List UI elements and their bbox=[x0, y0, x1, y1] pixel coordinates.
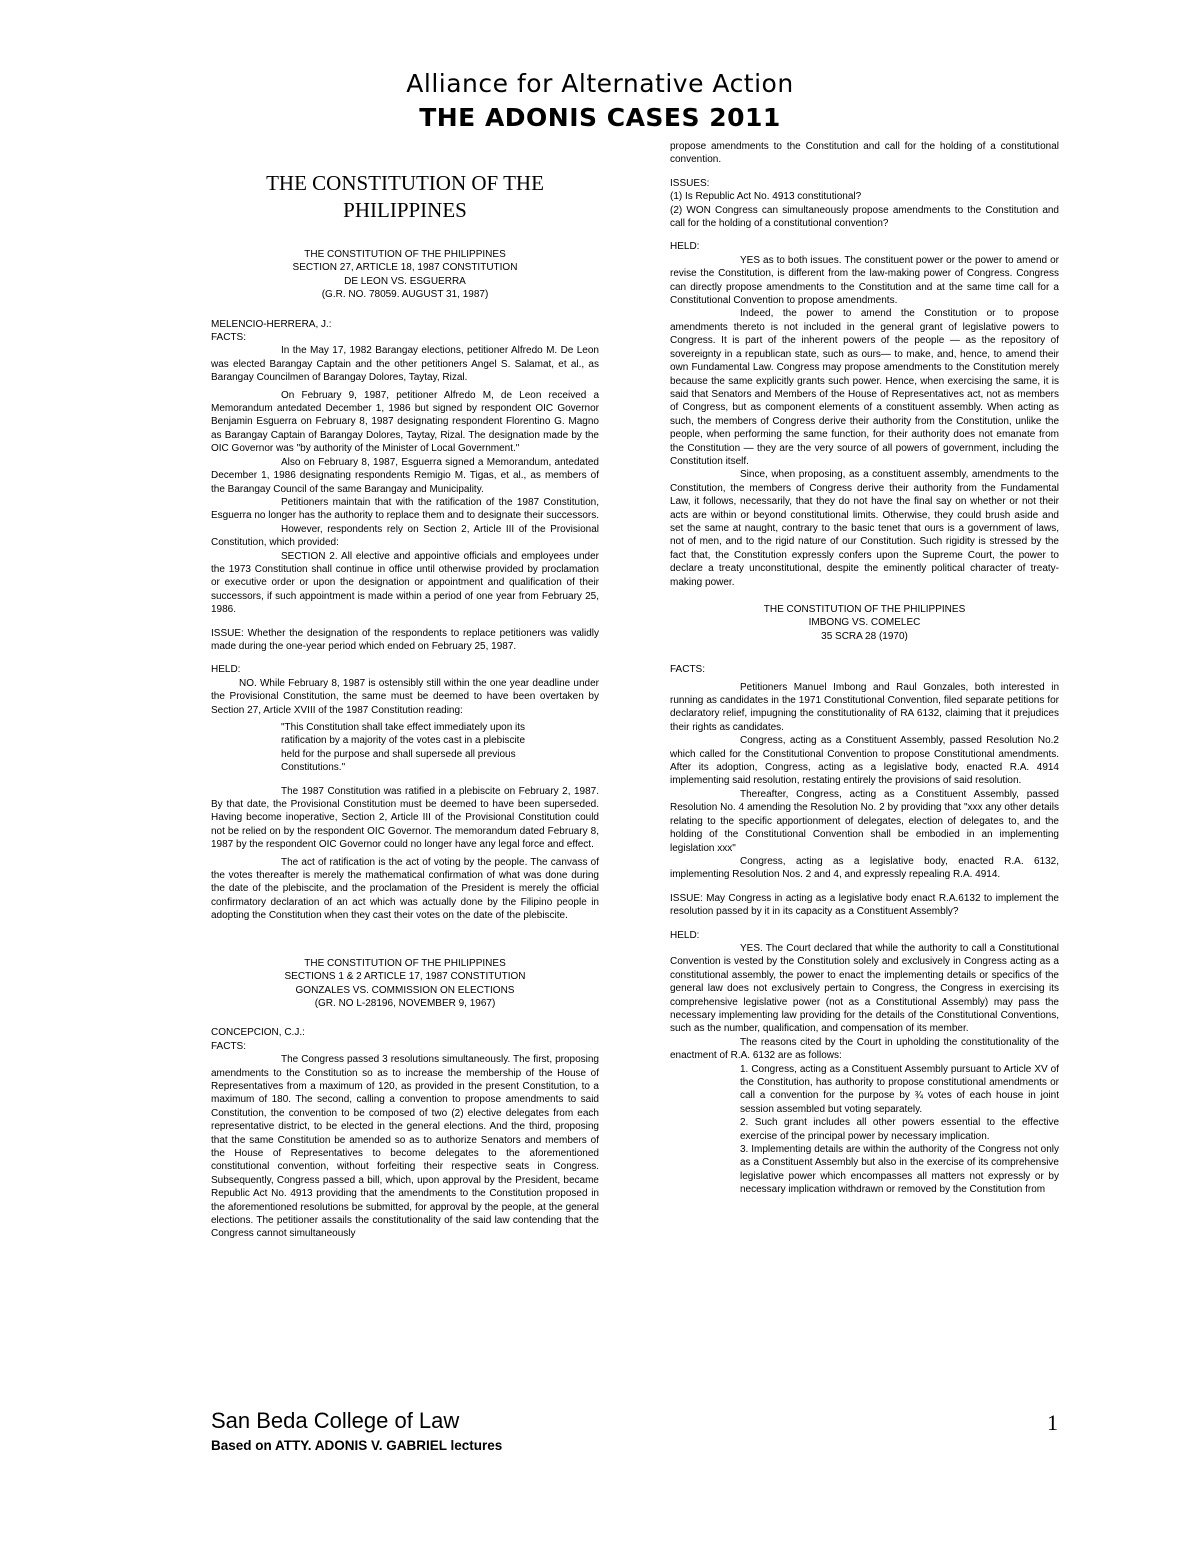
reason-item: 3. Implementing details are within the authority of the Congress not only as a Constituent Assembly but also in the exercise of its comprehensive legislative power which encompasses all matters not expressly or by necessary implication withdrawn or removed by the Constitution from bbox=[740, 1144, 1059, 1196]
held-paragraph: The 1987 Constitution was ratified in a plebiscite on February 2, 1987. By that date, the Provisional Constitution must be deemed to have been superseded. Having become inoperative, Section 2, Article III of the Provisional Constitution could not be relied on by the respondent OIC Governor. The memorandum dated February 8, 1987 by the respondent OIC Governor could no longer have any legal force and effect. bbox=[211, 785, 599, 851]
facts-label: FACTS: bbox=[211, 1040, 247, 1052]
facts-paragraph: However, respondents rely on Section 2, Article III of the Provisional Constitution, which provided: bbox=[211, 523, 599, 549]
case-heading-line: DE LEON VS. ESGUERRA bbox=[344, 275, 466, 287]
held-label: HELD: bbox=[211, 664, 241, 676]
case-heading-line: SECTION 27, ARTICLE 18, 1987 CONSTITUTION bbox=[292, 262, 518, 274]
held-paragraph: NO. While February 8, 1987 is ostensibly still within the one year deadline under the Provisional Constitution, the same must be deemed to have been overtaken by Section 27, Article XVIII of the 1987 Constitution reading: bbox=[211, 677, 599, 716]
case-heading-line: (GR. NO L-28196, NOVEMBER 9, 1967) bbox=[314, 997, 496, 1009]
facts-paragraph: In the May 17, 1982 Barangay elections, petitioner Alfredo M. De Leon was elected Barangay Captain and the other petitioners Angel S. Salamat, et al., as Barangay Councilmen of Barangay Dolores, Taytay, Rizal. bbox=[211, 345, 599, 384]
case-heading-line: 35 SCRA 28 (1970) bbox=[821, 630, 908, 642]
case-heading-line: IMBONG VS. COMELEC bbox=[808, 617, 921, 629]
section-title: THE CONSTITUTION OF THE PHILIPPINES bbox=[266, 171, 544, 222]
facts-paragraph: SECTION 2. All elective and appointive officials and employees under the 1973 Constitution shall continue in office until otherwise provided by proclamation or executive order or upon the designation or appointment and qualification of their successors, if such appointment is made within a period of one year from February 25, 1986. bbox=[211, 550, 599, 616]
page-number: 1 bbox=[1047, 1410, 1058, 1435]
case-heading-imbong bbox=[670, 603, 1059, 643]
issue-item: (2) WON Congress can simultaneously propose amendments to the Constitution and call for the holding of a constitutional convention? bbox=[670, 204, 1059, 230]
case-heading-de-leon bbox=[211, 248, 599, 302]
facts-paragraph: Congress, acting as a legislative body, enacted R.A. 6132, implementing Resolution Nos. 2 and 4, and expressly repealing R.A. 4914. bbox=[670, 855, 1059, 881]
reason-item: 1. Congress, acting as a Constituent Assembly pursuant to Article XV of the Constitution, has authority to propose constitutional amendments or call a convention for the purpose by ¾ votes of each house in joint session assembled but voting separately. bbox=[740, 1063, 1059, 1115]
ponente: MELENCIO-HERRERA, J.: bbox=[211, 318, 332, 330]
facts-label: FACTS: bbox=[670, 664, 706, 676]
held-label: HELD: bbox=[670, 929, 700, 941]
reason-item: 2. Such grant includes all other powers essential to the effective exercise of the principal power by necessary implication. bbox=[740, 1117, 1059, 1142]
facts-paragraph: Petitioners Manuel Imbong and Raul Gonzales, both interested in running as candidates in the 1971 Constitutional Convention, filed separate petitions for declaratory relief, impugning the constitutionality of RA 6132, claiming that it prejudices their rights as candidates. bbox=[670, 681, 1059, 733]
held-paragraph: The reasons cited by the Court in upholding the constitutionality of the enactment of R.A. 6132 are as follows: bbox=[670, 1036, 1059, 1062]
issue-item: (1) Is Republic Act No. 4913 constitutional? bbox=[670, 191, 862, 203]
organization-title: Alliance for Alternative Action bbox=[406, 69, 794, 98]
issue-paragraph: ISSUE: Whether the designation of the respondents to replace petitioners was validly made during the one-year period which ended on February 25, 1987. bbox=[211, 627, 599, 652]
issue-paragraph: ISSUE: May Congress in acting as a legislative body enact R.A.6132 to implement the resolution passed by it in its capacity as a Constituent Assembly? bbox=[670, 892, 1059, 918]
case-heading-gonzales bbox=[211, 957, 599, 1011]
right-column bbox=[670, 140, 1059, 1197]
case-heading-line: GONZALES VS. COMMISSION ON ELECTIONS bbox=[295, 984, 515, 996]
left-column bbox=[211, 140, 599, 1241]
held-paragraph: Indeed, the power to amend the Constitution or to propose amendments thereto is not included in the general grant of legislative powers to Congress. It is part of the inherent powers of the people — as the repository of sovereignty in a republican state, such as ours— to make, and, hence, to amend their own Fundamental Law. Congress may propose amendments to the Constitution merely because the same explicitly grants such power. Hence, when exercising the same, it is said that Senators and Members of the House of Representatives act, not as members of Congress, but as component elements of a constituent assembly. When acting as such, the members of Congress derive their authority from the Constitution, unlike the people, when performing the same function, for their authority does not emanate from the Constitution — they are the very source of all powers of government, including the Constitution itself. bbox=[670, 308, 1059, 467]
ponente: CONCEPCION, C.J.: bbox=[211, 1027, 305, 1039]
facts-paragraph: Petitioners maintain that with the ratification of the 1987 Constitution, Esguerra no longer has the authority to replace them and to designate their successors. bbox=[211, 496, 600, 522]
facts-paragraph: Thereafter, Congress, acting as a Constituent Assembly, passed Resolution No. 4 amending the Resolution No. 2 by providing that "xxx any other details relating to the specific apportionment of delegates, election of delegates to, and the holding of the Constitutional Convention shall be embodied in an implementing legislation xxx" bbox=[670, 788, 1059, 854]
case-heading-line: THE CONSTITUTION OF THE PHILIPPINES bbox=[763, 604, 966, 615]
issues-label: ISSUES: bbox=[670, 177, 710, 189]
held-paragraph: Since, when proposing, as a constituent assembly, amendments to the Constitution, the members of Congress derive their authority from the Fundamental Law, it follows, necessarily, that they do not have the final say on whether or not their acts are within or beyond constitutional limits. Otherwise, they could brush aside and set the same at naught, contrary to the basic tenet that ours is a government of laws, not of men, and to the rigid nature of our Constitution. Such rigidity is stressed by the fact that, the Constitution expressly confers upon the Supreme Court, the power to declare a treaty unconstitutional, despite the eminently political character of treaty-making power. bbox=[670, 469, 1059, 588]
facts-paragraph: On February 9, 1987, petitioner Alfredo M, de Leon received a Memorandum antedated December 1, 1986 but signed by respondent OIC Governor Benjamin Esguerra on February 8, 1987 designating respondent Florentino G. Magno as Barangay Captain of Barangay Dolores, Taytay, Rizal. The designation made by the OIC Governor was "by authority of the Minister of Local Government." bbox=[211, 389, 599, 455]
facts-paragraph: The Congress passed 3 resolutions simultaneously. The first, proposing amendments to the Constitution so as to increase the membership of the House of Representatives from a maximum of 120, as provided in the present Constitution, to a maximum of 180. The second, calling a convention to propose amendments to said Constitution, the convention to be composed of two (2) elective delegates from each representative district, to be elected in the general elections. And the third, proposing that the same Constitution be amended so as to authorize Senators and members of the House of Representatives to become delegates to the aforementioned constitutional convention, without forfeiting their respective seats in Congress. Subsequently, Congress passed a bill, which, upon approval by the President, became Republic Act No. 4913 providing that the amendments to the Constitution proposed in the aforementioned resolutions be submitted, for approval by the people, at the general elections. The petitioner assails the constitutionality of the said law contending that the Congress cannot simultaneously bbox=[211, 1054, 599, 1240]
held-paragraph: YES. The Court declared that while the authority to call a Constitutional Convention is vested by the Constitution solely and exclusively in Congress acting as a constitutional assembly, the power to enact the implementing details or specifics of the general law does not exclusively pertain to Congress, the Congress in exercising its comprehensive legislative power (not as a Constitutional Assembly) may pass the necessary implementing law providing for the details of the Constitutional Conventions, such as the number, qualification, and compensation of its member. bbox=[670, 942, 1059, 1035]
held-paragraph: YES as to both issues. The constituent power or the power to amend or revise the Constitution, is different from the law-making power of Congress. Congress can directly propose amendments to the Constitution and at the same time call for a Constitutional Convention to propose amendments. bbox=[670, 254, 1059, 307]
case-heading-line: (G.R. NO. 78059. AUGUST 31, 1987) bbox=[321, 289, 489, 301]
case-heading-line: SECTIONS 1 & 2 ARTICLE 17, 1987 CONSTITUTION bbox=[284, 971, 526, 983]
facts-label: FACTS: bbox=[211, 332, 247, 344]
page-header bbox=[0, 68, 1200, 134]
constitution-quote: "This Constitution shall take effect immediately upon its ratification by a majority of the votes cast in a plebiscite held for the purpose and shall supersede all previous Constitutions." bbox=[281, 722, 526, 774]
case-heading-line: THE CONSTITUTION OF THE PHILIPPINES bbox=[304, 957, 506, 969]
held-paragraph: The act of ratification is the act of voting by the people. The canvass of the votes thereafter is merely the mathematical confirmation of what was done during the date of the plebiscite, and the proclamation of the President is merely the official confirmatory declaration of an act which was actually done by the Filipino people in adopting the Constitution when they cast their votes on the date of the plebiscite. bbox=[211, 856, 599, 922]
facts-paragraph: Also on February 8, 1987, Esguerra signed a Memorandum, antedated December 1, 1986 designating respondents Remigio M. Tigas, et al., as members of the Barangay Council of the same Barangay and Municipality. bbox=[211, 456, 599, 495]
facts-paragraph: Congress, acting as a Constituent Assembly, passed Resolution No.2 which called for the Constitutional Convention to propose Constitutional amendments. After its adoption, Congress, acting as a legislative body, enacted R.A. 4914 implementing said resolution, restating entirely the provisions of said resolution. bbox=[670, 735, 1059, 787]
case-heading-line: THE CONSTITUTION OF THE PHILIPPINES bbox=[304, 249, 506, 260]
facts-continuation: propose amendments to the Constitution and call for the holding of a constitutional convention. bbox=[670, 141, 1059, 166]
held-label: HELD: bbox=[670, 241, 700, 253]
footer-school: San Beda College of Law bbox=[211, 1408, 460, 1433]
document-title: THE ADONIS CASES 2011 bbox=[419, 102, 781, 132]
footer-lectures: Based on ATTY. ADONIS V. GABRIEL lectures bbox=[211, 1438, 503, 1453]
